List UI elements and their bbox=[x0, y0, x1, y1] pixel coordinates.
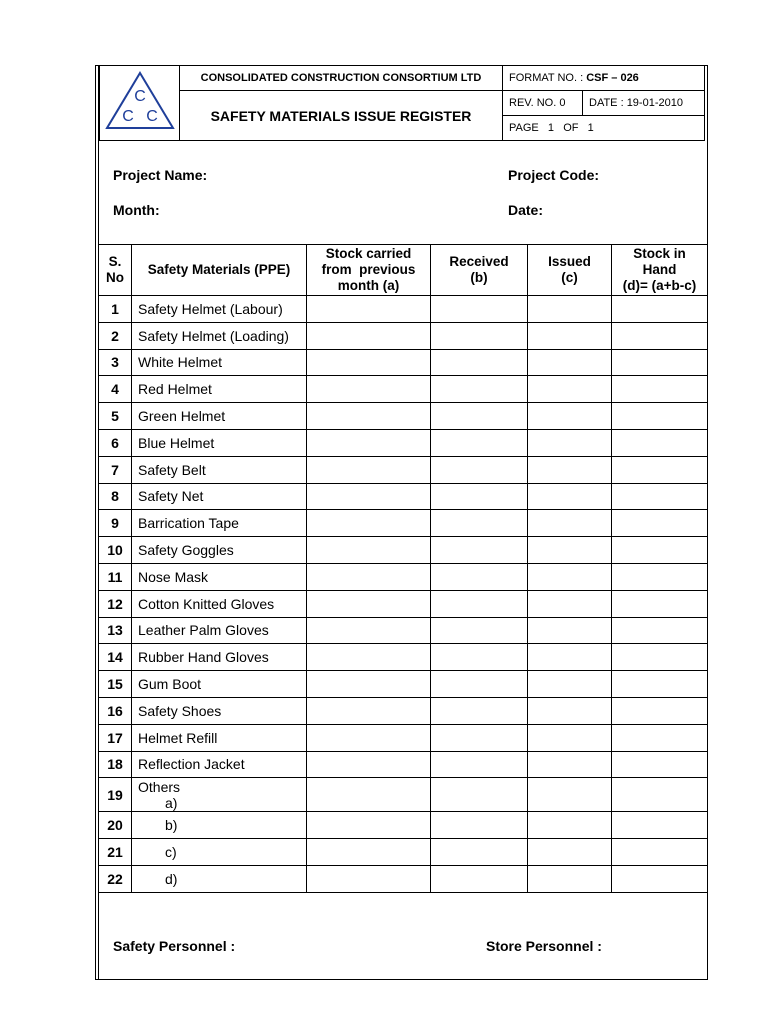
col-header-stock-in-hand: Stock in Hand (d)= (a+b-c) bbox=[612, 245, 708, 296]
format-number bbox=[503, 66, 705, 91]
table-row: 20 b) bbox=[99, 812, 708, 839]
col-header-material: Safety Materials (PPE) bbox=[132, 245, 307, 296]
table-row: 11 Nose Mask bbox=[99, 563, 708, 590]
col-header-sno: S. No bbox=[99, 245, 132, 296]
header-table bbox=[99, 65, 705, 141]
safety-personnel-label: Safety Personnel : bbox=[113, 938, 236, 954]
table-row: 17 Helmet Refill bbox=[99, 724, 708, 751]
revision-number: REV. NO. 0 bbox=[503, 91, 583, 116]
table-row: 22 d) bbox=[99, 865, 708, 892]
date-label: Date: bbox=[508, 202, 544, 218]
table-header-row bbox=[99, 245, 708, 296]
table-row: 2 Safety Helmet (Loading) bbox=[99, 322, 708, 349]
table-row: 15 Gum Boot bbox=[99, 671, 708, 698]
table-row: 18 Reflection Jacket bbox=[99, 751, 708, 778]
table-row: 6 Blue Helmet bbox=[99, 429, 708, 456]
logo-triangle-icon bbox=[104, 70, 176, 132]
store-personnel-label: Store Personnel : bbox=[486, 938, 602, 954]
month-label: Month: bbox=[113, 202, 160, 218]
col-header-issued: Issued (c) bbox=[528, 245, 612, 296]
company-logo bbox=[100, 66, 180, 141]
company-name: CONSOLIDATED CONSTRUCTION CONSORTIUM LTD bbox=[180, 66, 503, 91]
table-row: 12 Cotton Knitted Gloves bbox=[99, 590, 708, 617]
table-row: 10 Safety Goggles bbox=[99, 537, 708, 564]
project-code-label: Project Code: bbox=[508, 167, 600, 183]
table-row: 21 c) bbox=[99, 839, 708, 866]
logo-letter-top: C bbox=[133, 87, 146, 105]
table-row: 9 Barrication Tape bbox=[99, 510, 708, 537]
materials-table bbox=[98, 244, 708, 893]
table-row: 14 Rubber Hand Gloves bbox=[99, 644, 708, 671]
table-row-others: 19 Others a) bbox=[99, 778, 708, 812]
register-title: SAFETY MATERIALS ISSUE REGISTER bbox=[180, 91, 503, 141]
table-row: 16 Safety Shoes bbox=[99, 697, 708, 724]
table-row: 7 Safety Belt bbox=[99, 456, 708, 483]
table-row: 3 White Helmet bbox=[99, 349, 708, 376]
others-label: Others bbox=[138, 778, 181, 795]
page-number: PAGE 1 OF 1 bbox=[503, 116, 705, 141]
table-row: 1 Safety Helmet (Labour) bbox=[99, 296, 708, 323]
col-header-stock-carried: Stock carried from previous month (a) bbox=[307, 245, 431, 296]
table-row: 5 Green Helmet bbox=[99, 403, 708, 430]
table-row: 13 Leather Palm Gloves bbox=[99, 617, 708, 644]
table-row: 8 Safety Net bbox=[99, 483, 708, 510]
format-value: CSF – 026 bbox=[586, 72, 639, 84]
logo-letter-right: C bbox=[145, 107, 158, 125]
logo-letter-left: C bbox=[121, 107, 134, 125]
revision-date: DATE : 19-01-2010 bbox=[583, 91, 705, 116]
col-header-received: Received (b) bbox=[431, 245, 528, 296]
others-sub-a: a) bbox=[165, 794, 178, 811]
project-name-label: Project Name: bbox=[113, 167, 208, 183]
format-label: FORMAT NO. : bbox=[509, 72, 584, 84]
table-row: 4 Red Helmet bbox=[99, 376, 708, 403]
